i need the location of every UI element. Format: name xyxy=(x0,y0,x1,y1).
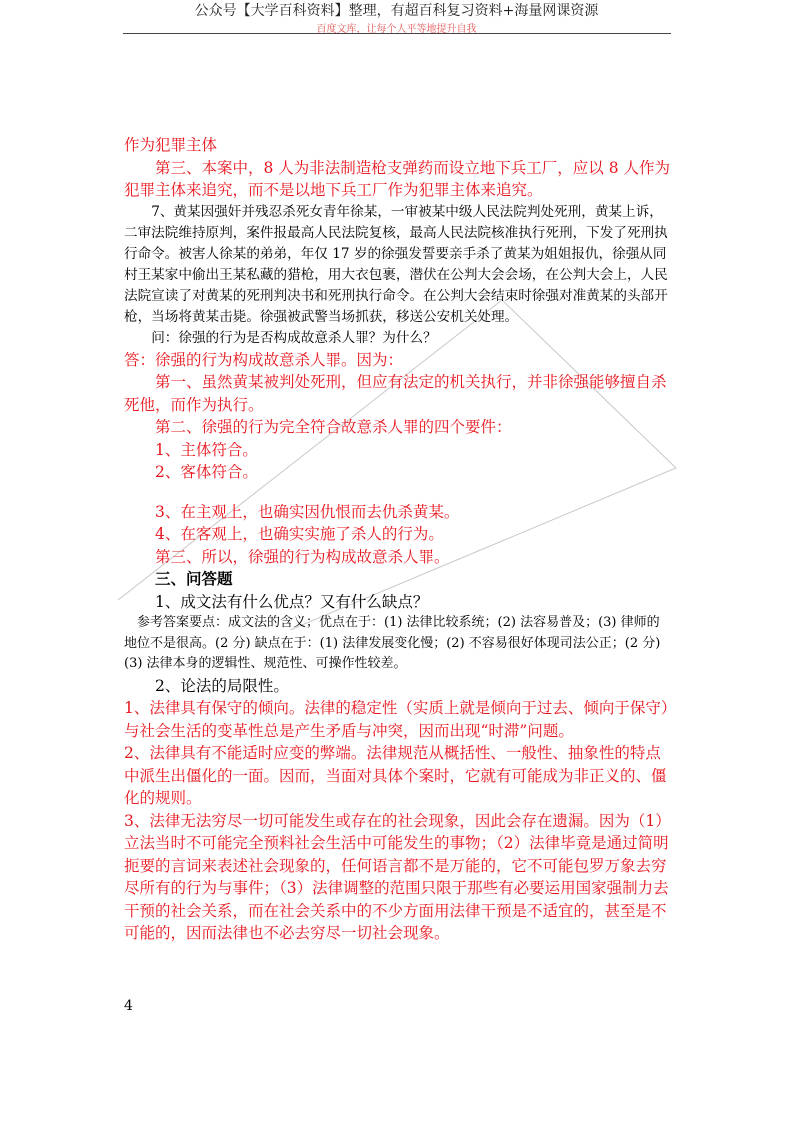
answer-line: 答：徐强的行为构成故意杀人罪。因为： xyxy=(124,350,404,369)
paragraph: 作为犯罪主体 xyxy=(124,136,218,154)
question: 1、成文法有什么优点？又有什么缺点？ xyxy=(155,592,429,611)
answer-line: 第一、虽然黄某被判处死刑，但应有法定的机关执行，并非徐强能够擅自杀死他，而作为执行。 xyxy=(124,373,667,414)
answer-line: 第三、所以，徐强的行为构成故意杀人罪。 xyxy=(155,547,450,566)
answer-line: 2、客体符合。 xyxy=(155,463,258,481)
answer-paragraph: 3、法律无法穷尽一切可能发生或存在的社会现象，因此会存在遗漏。因为（1）立法当时不可能完全预料社会生活中可能发生的事物；（2）法律毕竟是通过简明扼要的言词来表述社会现象的，任何语言都不是万能的，它不可能包罗万象去穷尽所有的行为与事件；（3）法律调整的范围只限于那些有必要运用国家强制力去干预的社会关系，而在社会关系中的不少方面用法律干预是不适宜的，甚至是不可能的，因而法律也不必去穷尽一切社会现象。 xyxy=(124,811,671,942)
answer-line: 第二、徐强的行为完全符合故意杀人罪的四个要件： xyxy=(155,418,512,436)
document-body xyxy=(124,134,672,945)
answer-line: 3、在主观上，也确实因仇恨而去仇杀黄某。 xyxy=(155,502,460,521)
page-header: 公众号【大学百科资料】整理，有超百科复习资料+海量网课资源 xyxy=(194,3,599,19)
question: 2、论法的局限性。 xyxy=(155,676,289,695)
page-number: 4 xyxy=(124,998,133,1014)
answer-paragraph: 1、法律具有保守的倾向。法律的稳定性（实质上就是倾向于过去、倾向于保守）与社会生活的变革性总是产生矛盾与冲突，因而出现“时滞”问题。 xyxy=(124,699,669,740)
answer-line: 1、主体符合。 xyxy=(155,440,258,459)
header-divider xyxy=(123,33,671,34)
paragraph: 第三、本案中，8 人为非法制造枪支弹药而设立地下兵工厂，应以 8 人作为犯罪主体来追究，而不是以地下兵工厂作为犯罪主体来追究。 xyxy=(124,158,671,199)
header-watermark-text: 百度文库，让每个人平等地提升自我 xyxy=(316,24,477,35)
reference-answer: 参考答案要点：成文法的含义；优点在于：(1) 法律比较系统；(2) 法容易普及；(3) 律师的地位不是很高。(2 分) 缺点在于：(1) 法律发展变化慢；(2) 不容易很好体现司法公正；(2 分) (3) 法律本身的逻辑性、规范性、可操作性较差。 xyxy=(124,615,661,671)
answer-line: 4、在客观上，也确实实施了杀人的行为。 xyxy=(155,525,444,543)
case-paragraph: 7、黄某因强奸并残忍杀死女青年徐某，一审被某中级人民法院判处死刑，黄某上诉，二审法院维持原判，案件报最高人民法院复核，最高人民法院核准执行死刑，下发了死刑执行命令。被害人徐某的弟弟，年仅 17 岁的徐强发誓要亲手杀了黄某为姐姐报仇，徐强从同村王某家中偷出王某私藏的猎枪，用大衣包裹，潜伏在公判大会会场，在公判大会上，人民法院宣读了对黄某的死刑判决书和死刑执行命令。在公判大会结束时徐强对准黄某的头部开枪，当场将黄某击毙。徐强被武警当场抓获，移送公安机关处理。 xyxy=(124,203,668,325)
answer-paragraph: 2、法律具有不能适时应变的弊端。法律规范从概括性、一般性、抽象性的特点中派生出僵化的一面。因而，当面对具体个案时，它就有可能成为非正义的、僵化的规则。 xyxy=(124,744,667,807)
section-heading: 三、问答题 xyxy=(155,570,233,588)
spacer xyxy=(124,484,672,501)
question: 问：徐强的行为是否构成故意杀人罪？为什么？ xyxy=(151,329,437,346)
